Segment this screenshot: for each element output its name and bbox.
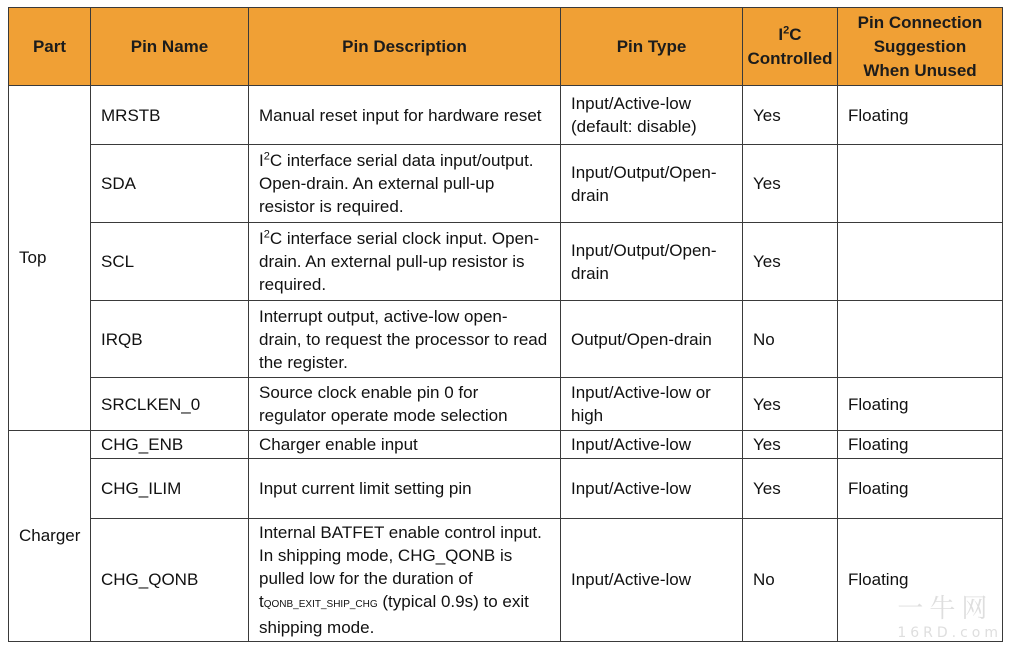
header-pin-name: Pin Name <box>91 8 249 86</box>
pin-type: Output/Open-drain <box>561 301 743 378</box>
pin-description <box>249 223 561 301</box>
unused-suggestion <box>838 223 1003 301</box>
table-row <box>9 518 1003 641</box>
part-charger: Charger <box>9 430 91 641</box>
pin-description <box>249 518 561 641</box>
i2c-controlled: Yes <box>743 86 838 145</box>
desc-prefix: I <box>259 229 264 249</box>
desc-sup: 2 <box>263 228 270 241</box>
pin-description: Input current limit setting pin <box>249 458 561 518</box>
desc-before: Internal BATFET enable control input. In shipping mode, CHG_QONB is pulled low for the duration of t <box>259 522 542 611</box>
header-i2c-suffix: C <box>789 24 802 44</box>
i2c-controlled: Yes <box>743 458 838 518</box>
i2c-controlled: Yes <box>743 430 838 458</box>
header-unused-line1: Pin Connection <box>857 12 983 32</box>
unused-suggestion: Floating <box>838 430 1003 458</box>
i2c-controlled: Yes <box>743 378 838 430</box>
watermark-sub: 16RD.com <box>897 625 1002 641</box>
unused-suggestion: Floating <box>838 518 1003 641</box>
watermark-main: 一牛网 <box>897 594 994 624</box>
header-unused-suggestion <box>838 8 1003 86</box>
pin-name: SDA <box>91 145 249 223</box>
pin-name: CHG_ILIM <box>91 458 249 518</box>
i2c-controlled: Yes <box>743 223 838 301</box>
pin-name: SCL <box>91 223 249 301</box>
unused-suggestion: Floating <box>838 458 1003 518</box>
header-unused-line3: When Unused <box>863 60 977 80</box>
part-top: Top <box>9 86 91 431</box>
table-row <box>9 86 1003 145</box>
header-unused-line2: Suggestion <box>873 36 967 56</box>
pin-name: CHG_ENB <box>91 430 249 458</box>
desc-rest: C interface serial clock input. Open-drain. An external pull-up resistor is required. <box>259 229 540 295</box>
unused-suggestion <box>838 145 1003 223</box>
table-row <box>9 145 1003 223</box>
desc-rest: C interface serial data input/output. Open-drain. An external pull-up resistor is required. <box>259 151 534 217</box>
desc-after: (typical 0.9s) to exit shipping mode. <box>259 591 529 637</box>
pin-name: SRCLKEN_0 <box>91 378 249 430</box>
pin-name: IRQB <box>91 301 249 378</box>
pin-description: Charger enable input <box>249 430 561 458</box>
table-row <box>9 301 1003 378</box>
table-row <box>9 430 1003 458</box>
table-row <box>9 223 1003 301</box>
header-i2c-prefix: I <box>778 24 784 44</box>
i2c-controlled: No <box>743 518 838 641</box>
pin-type: Input/Active-low <box>561 458 743 518</box>
desc-subscript: QONB_EXIT_SHIP_CHG <box>263 598 378 610</box>
header-part: Part <box>9 8 91 86</box>
i2c-controlled: Yes <box>743 145 838 223</box>
pin-description: Source clock enable pin 0 for regulator operate mode selection <box>249 378 561 430</box>
desc-sup: 2 <box>263 150 270 163</box>
header-i2c-line2: Controlled <box>747 48 833 68</box>
pin-description <box>249 145 561 223</box>
header-i2c-controlled <box>743 8 838 86</box>
i2c-controlled: No <box>743 301 838 378</box>
header-pin-type: Pin Type <box>561 8 743 86</box>
header-i2c-sup: 2 <box>783 23 790 36</box>
pin-type: Input/Active-low <box>561 518 743 641</box>
pin-name: CHG_QONB <box>91 518 249 641</box>
table-header-row <box>9 8 1003 86</box>
table-row <box>9 378 1003 430</box>
unused-suggestion: Floating <box>838 378 1003 430</box>
pin-type: Input/Active-low <box>561 430 743 458</box>
pin-type: Input/Active-low (default: disable) <box>561 86 743 145</box>
desc-prefix: I <box>259 151 264 171</box>
pin-description-table <box>8 7 1003 642</box>
header-pin-description: Pin Description <box>249 8 561 86</box>
table-row <box>9 458 1003 518</box>
pin-type: Input/Output/Open-drain <box>561 223 743 301</box>
unused-suggestion: Floating <box>838 86 1003 145</box>
pin-type: Input/Output/Open-drain <box>561 145 743 223</box>
pin-description: Manual reset input for hardware reset <box>249 86 561 145</box>
pin-type: Input/Active-low or high <box>561 378 743 430</box>
pin-name: MRSTB <box>91 86 249 145</box>
pin-table-figure <box>8 7 1002 642</box>
pin-description: Interrupt output, active-low open-drain, to request the processor to read the register. <box>249 301 561 378</box>
unused-suggestion <box>838 301 1003 378</box>
